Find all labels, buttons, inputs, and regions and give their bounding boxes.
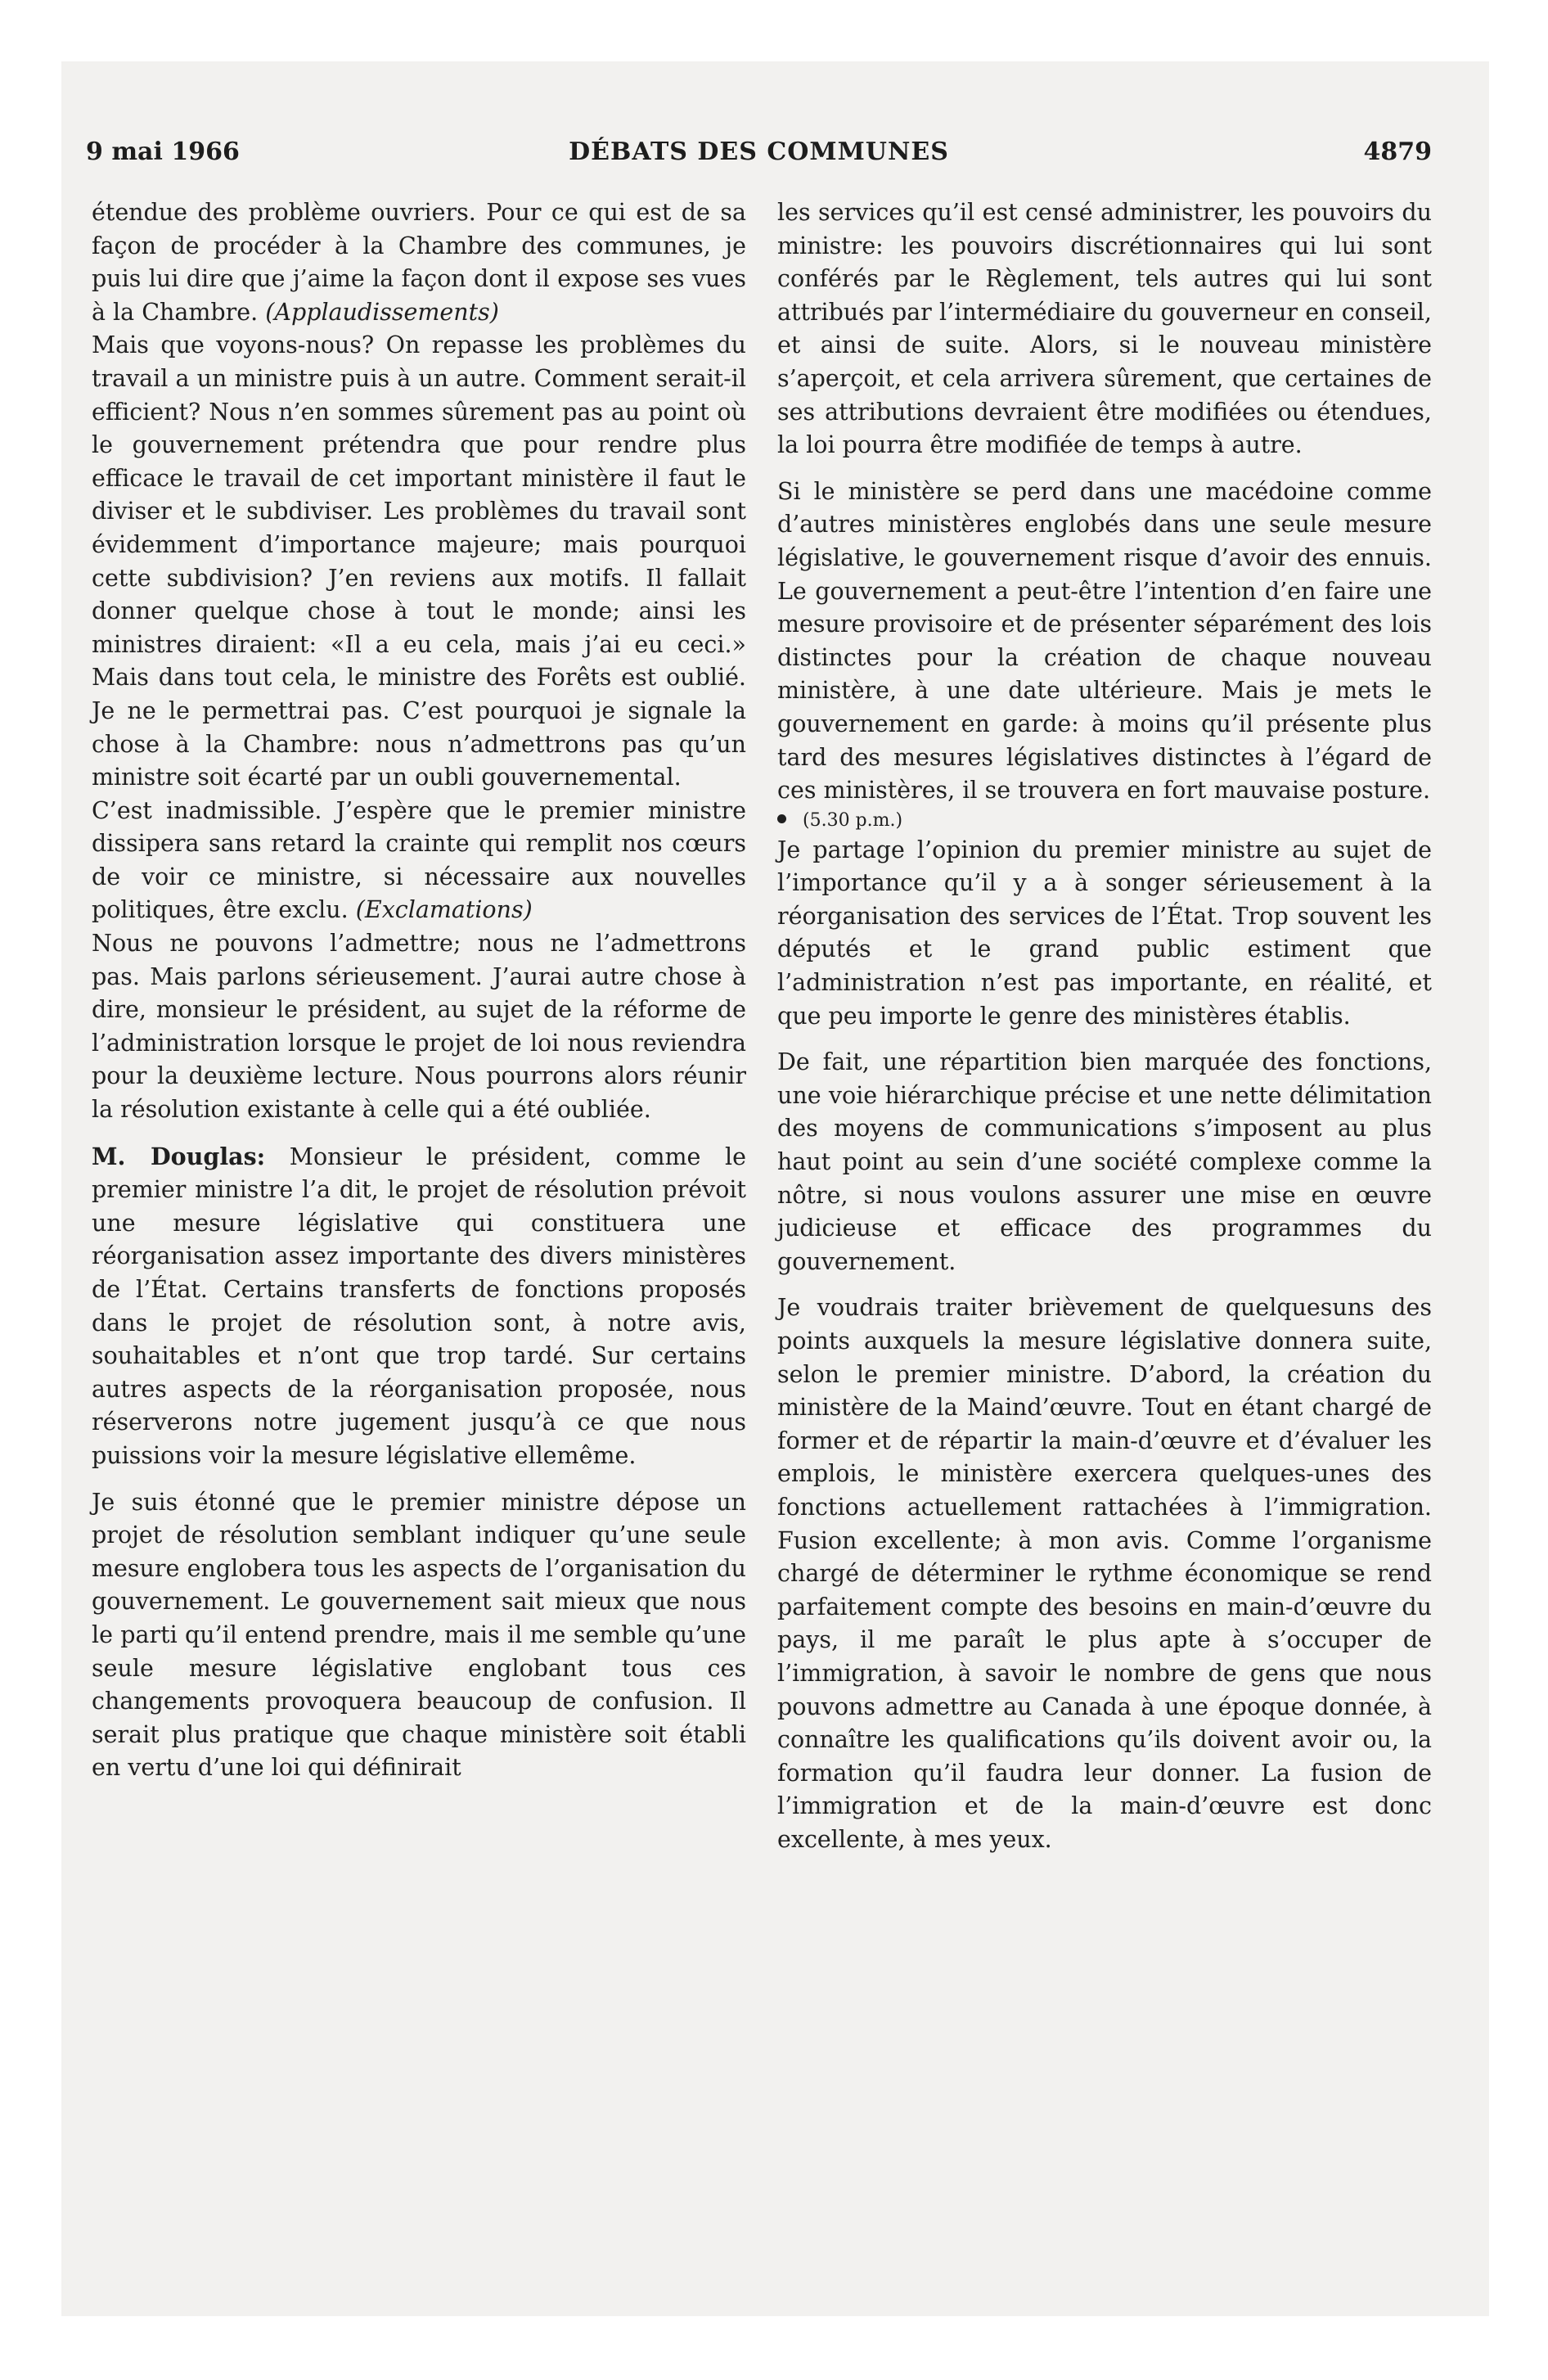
header-title: DÉBATS DES COMMUNES: [569, 137, 949, 166]
paragraph: Mais que voyons-nous? On repasse les problèmes du travail a un ministre puis à un autre. Comment serait-il efficient? Nous n’en sommes sûrement pas au point où le gouvernement prétendra que pour rendre plus efficace le travail de cet important ministère il faut le diviser et le subdiviser. Les problèmes du travail sont évidemment d’importance majeure; mais pourquoi cette subdivision? J’en reviens aux motifs. Il fallait donner quelque chose à tout le monde; ainsi les ministres diraient: «Il a eu cela, mais j’ai eu ceci.» Mais dans tout cela, le ministre des Forêts est oublié. Je ne le permettrai pas. C’est pourquoi je signale la chose à la Chambre: nous n’admettrons pas qu’un ministre soit écarté par un oubli gouvernemental.: [92, 331, 746, 791]
paragraph: Je suis étonné que le premier ministre dépose un projet de résolution semblant indiquer qu’une seule mesure englobera tous les aspects de l’organisation du gouvernement. Le gouvernement sait mieux que nous le parti qu’il entend prendre, mais il me semble qu’une seule mesure législative englobant tous ces changements provoquera beaucoup de confusion. Il serait plus pratique que chaque ministère soit établi en vertu d’une loi qui définirait: [92, 1488, 746, 1782]
interjection: (Applaudissements): [265, 298, 499, 326]
speech-paragraph: [92, 1140, 746, 1473]
speaker-name: M. Douglas:: [92, 1142, 266, 1170]
left-column: [92, 196, 746, 1785]
interjection: (Exclamations): [355, 896, 533, 924]
paragraph: De fait, une répartition bien marquée des fonctions, une voie hiérarchique précise et une nette délimitation des moyens de communications s’imposent au plus haut point au sein d’une société complexe comme la nôtre, si nous voulons assurer une mise en œuvre judicieuse et efficace des programmes du gouvernement.: [777, 1048, 1432, 1275]
header-page-number: 4879: [1363, 137, 1432, 166]
paragraph-text: étendue des problème ouvriers. Pour ce qui est de sa façon de procéder à la Chambre des communes, je puis lui dire que j’aime la façon dont il expose ses vues à la Chambre.: [92, 199, 746, 326]
paragraph: Je partage l’opinion du premier ministre au sujet de l’importance qu’il y a à songer sérieusement à la réorganisation des services de l’État. Trop souvent les députés et le grand public estiment que l’administration n’est pas importante, en réalité, et que peu importe le genre des ministères établis.: [777, 836, 1432, 1030]
paragraph: Nous ne pouvons l’admettre; nous ne l’admettrons pas. Mais parlons sérieusement. J’aurai autre chose à dire, monsieur le président, au sujet de la réforme de l’administration lorsque le projet de loi nous reviendra pour la deuxième lecture. Nous pourrons alors réunir la résolution existante à celle qui a été oubliée.: [92, 930, 746, 1124]
paragraph: les services qu’il est censé administrer, les pouvoirs du ministre: les pouvoirs discrétionnaires qui lui sont conférés par le Règlement, tels autres qui lui sont attribués par l’intermédiaire du gouverneur en conseil, et ainsi de suite. Alors, si le nouveau ministère s’aperçoit, et cela arrivera sûrement, que certaines de ses attributions devraient être modifiées ou étendues, la loi pourra être modifiée de temps à autre.: [777, 199, 1432, 459]
right-column: [777, 196, 1432, 1857]
paragraph: Si le ministère se perd dans une macédoine comme d’autres ministères englobés dans une seule mesure législative, le gouvernement risque d’avoir des ennuis. Le gouvernement a peut-être l’intention d’en faire une mesure provisoire et de présenter séparément des lois distinctes pour la création de chaque nouveau ministère, à une date ultérieure. Mais je mets le gouvernement en garde: à moins qu’il présente plus tard des mesures législatives distinctes à l’égard de ces ministères, il se trouvera en fort mauvaise posture.: [777, 477, 1432, 805]
paragraph: [92, 795, 746, 927]
paragraph-text: C’est inadmissible. J’espère que le premier ministre dissipera sans retard la crainte qui remplit nos cœurs de voir ce ministre, si nécessaire aux nouvelles politiques, être exclu.: [92, 796, 746, 924]
page-header: [86, 137, 1432, 170]
paragraph: Je voudrais traiter brièvement de quelquesuns des points auxquels la mesure législative donnera suite, selon le premier ministre. D’abord, la création du ministère de la Maind’œuvre. Tout en étant chargé de former et de répartir la main-d’œuvre et d’évaluer les emplois, le ministère exercera quelques-unes des fonctions actuellement rattachées à l’immigration. Fusion excellente; à mon avis. Comme l’organisme chargé de déterminer le rythme économique se rend parfaitement compte des besoins en main-d’œuvre du pays, il me paraît le plus apte à s’occuper de l’immigration, à savoir le nombre de gens que nous pouvons admettre au Canada à une époque donnée, à connaître les qualifications qu’ils doivent avoir ou, la formation qu’il faudra leur donner. La fusion de l’immigration et de la main-d’œuvre est donc excellente, à mes yeux.: [777, 1294, 1432, 1853]
paragraph-text: Monsieur le président, comme le premier ministre l’a dit, le projet de résolution prévoit une mesure législative qui constituera une réorganisation assez importante des divers ministères de l’État. Certains transferts de fonctions proposés dans le projet de résolution sont, à notre avis, souhaitables et n’ont que trop tardé. Sur certains autres aspects de la réorganisation proposée, nous réserverons notre jugement jusqu’à ce que nous puissions voir la mesure législative ellemême.: [92, 1143, 747, 1469]
time-marker-text: (5.30 p.m.): [803, 809, 903, 831]
paragraph: [92, 196, 746, 329]
bullet-icon: [777, 814, 786, 823]
header-date: 9 mai 1966: [86, 137, 240, 166]
time-marker: [777, 808, 1432, 834]
